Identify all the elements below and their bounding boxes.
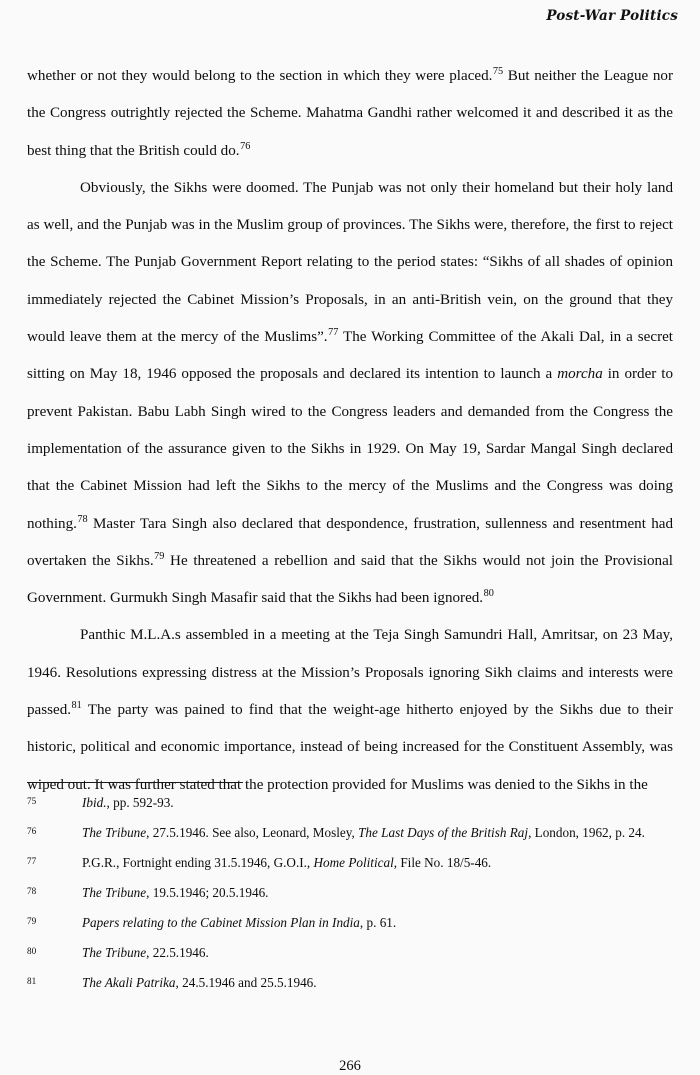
- footnote-text: [82, 974, 673, 993]
- footnote-separator-rule: [27, 782, 243, 783]
- body-text-block: [27, 58, 673, 804]
- footnote-number[interactable]: 77: [27, 856, 37, 866]
- footnote-reference[interactable]: 79: [154, 550, 165, 562]
- page-number: 266: [339, 1058, 361, 1074]
- footnote-number[interactable]: 76: [27, 826, 37, 836]
- footnote-reference[interactable]: 77: [328, 327, 339, 339]
- footnote-text: [82, 914, 673, 933]
- footnote-text: [82, 824, 673, 843]
- text-run: in order to prevent Pakistan. Babu Labh Singh wired to the Congress leaders and demanded from the Congress the implementation of the assurance given to the Sikhs in 1929. On May 19, Sardar Mangal Singh declared that the Cabinet Mission had left the Sikhs to the mercy of the Muslims and the Congress was doing nothing.: [27, 366, 673, 532]
- italic-text: Papers relating to the Cabinet Mission Plan in India: [82, 915, 360, 930]
- text-run: Obviously, the Sikhs were doomed. The Punjab was not only their homeland but their holy land as well, and the Punjab was in the Muslim group of provinces. The Sikhs were, therefore, the first to reject the Scheme. The Punjab Government Report relating to the period states: “Sikhs of all shades of opinion immediately rejected the Cabinet Mission’s Proposals, in an anti-British vein, on the ground that they would leave them at the mercy of the Muslims”.: [27, 179, 673, 346]
- text-run: whether or not they would belong to the section in which they were placed.: [27, 68, 493, 84]
- italic-text: The Akali Patrika: [82, 975, 176, 990]
- body-paragraph: [27, 617, 673, 803]
- footnote-reference[interactable]: 75: [492, 65, 504, 77]
- footnote-number[interactable]: 80: [27, 946, 37, 956]
- text-run: , 22.5.1946.: [146, 945, 209, 960]
- italic-text: The Tribune: [82, 945, 147, 960]
- footnote-text: [82, 884, 673, 903]
- text-run: , 27.5.1946. See also, Leonard, Mosley,: [146, 825, 359, 840]
- text-run: , p. 61.: [359, 915, 397, 930]
- footnote-item: [27, 944, 673, 963]
- text-run: But neither the League nor the Congress outrightly rejected the Scheme. Mahatma Gandhi rather welcomed it and described it as the best thing that the British could do.: [27, 68, 673, 159]
- footnote-reference[interactable]: 78: [77, 513, 88, 525]
- footnote-item: [27, 824, 673, 843]
- footnote-item: [27, 974, 673, 993]
- italic-text: The Tribune: [82, 825, 147, 840]
- footnote-reference[interactable]: 80: [483, 588, 494, 600]
- text-run: 19.5.1946; 20.5.1946.: [149, 885, 269, 900]
- footnote-text: [82, 854, 673, 873]
- text-run: Master Tara Singh also declared that despondence, frustration, sullenness and resentment had overtaken the Sikhs.: [27, 515, 673, 569]
- italic-text: Ibid.: [82, 795, 107, 810]
- text-run: , pp. 592-93.: [106, 795, 174, 810]
- text-run: The Working Committee of the Akali Dal, in a secret sitting on May 18, 1946 opposed the proposals and declared its intention to launch a: [27, 329, 673, 383]
- footnote-number[interactable]: 79: [27, 916, 37, 926]
- footnote-text: [82, 794, 673, 813]
- italic-text: morcha: [557, 366, 603, 383]
- footnote-section: [27, 782, 673, 993]
- italic-text: The Last Days of the British Raj: [358, 825, 529, 840]
- footnote-number[interactable]: 81: [27, 976, 37, 986]
- footnote-number[interactable]: 75: [27, 796, 37, 806]
- footnote-reference[interactable]: 76: [240, 140, 251, 152]
- italic-text: Home Political: [313, 855, 394, 870]
- text-run: P.G.R., Fortnight ending 31.5.1946, G.O.I.,: [82, 855, 314, 870]
- footnote-item: [27, 914, 673, 933]
- footnote-text: [82, 944, 673, 963]
- footnote-item: [27, 884, 673, 903]
- footnote-item: [27, 794, 673, 813]
- footnote-item: [27, 854, 673, 873]
- footnote-reference[interactable]: 81: [71, 700, 82, 712]
- text-run: Panthic M.L.A.s assembled in a meeting at the Teja Singh Samundri Hall, Amritsar, on 23 May, 1946. Resolutions expressing distress at the Mission’s Proposals ignoring Sikh claims and interests were passed.: [27, 627, 673, 719]
- text-run: , London, 1962, p. 24.: [528, 825, 645, 840]
- footnote-list: [27, 794, 673, 993]
- footnote-number[interactable]: 78: [27, 886, 37, 896]
- text-run: , File No. 18/5-46.: [393, 855, 492, 870]
- body-paragraph: [27, 170, 673, 618]
- text-run: , 24.5.1946 and 25.5.1946.: [175, 975, 317, 990]
- body-paragraph: [27, 58, 673, 170]
- text-run: The party was pained to find that the weight-age hitherto enjoyed by the Sikhs due to their historic, political and economic importance, instead of being increased for the Constituent Assembly, was wiped out. It was further stated that the protection provided for Muslims was denied to the Sikhs in the: [27, 702, 673, 793]
- running-header: Post-War Politics: [546, 8, 678, 24]
- text-run: He threatened a rebellion and said that the Sikhs would not join the Provisional Government. Gurmukh Singh Masafir said that the Sikhs had been ignored.: [27, 552, 673, 607]
- italic-text: The Tribune,: [82, 885, 150, 900]
